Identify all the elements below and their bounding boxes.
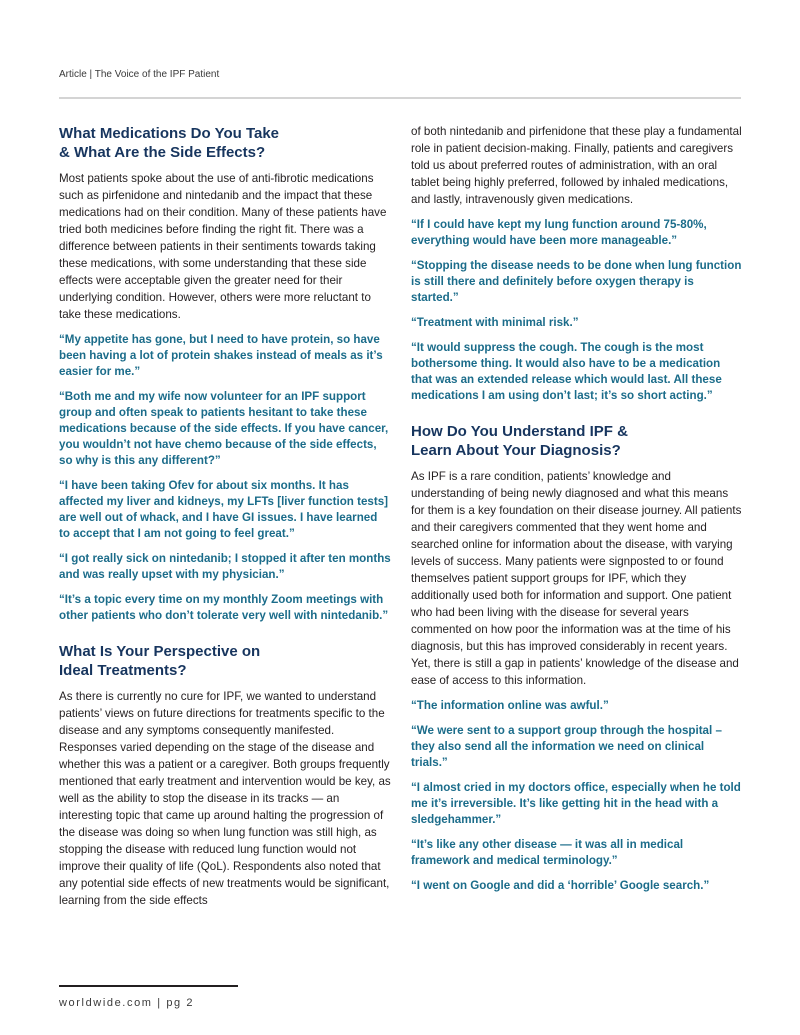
patient-quote: “My appetite has gone, but I need to have protein, so have been having a lot of protein shakes instead of meals as it’s easier for me.” bbox=[59, 333, 383, 378]
page-footer: worldwide.com | pg 2 bbox=[59, 997, 195, 1009]
patient-quote: “We were sent to a support group through the hospital – they also send all the information we need on clinical trials.” bbox=[411, 724, 722, 769]
header-divider bbox=[59, 97, 741, 99]
section-heading-medications bbox=[59, 124, 391, 162]
heading-line: Ideal Treatments? bbox=[59, 662, 187, 679]
patient-quote: “If I could have kept my lung function around 75-80%, everything would have been more manageable.” bbox=[411, 218, 707, 247]
body-paragraph: As there is currently no cure for IPF, we wanted to understand patients’ views on future directions for treatments specific to the disease and any symptoms consequently manifested. Responses varied depending on the stage of the disease and whether this was a patient or a caregiver. Both groups frequently mentioned that early treatment and intervention would be key, as well as the ability to stop the disease in its tracks — an interesting topic that came up around halting the progression of the disease was doing so when lung function was still high, as stopping the disease with reduced lung function would not improve their quality of life (QoL). Respondents also noted that any potential side effects of new treatments would be significant, learning from the side effects bbox=[59, 690, 391, 907]
heading-line: What Is Your Perspective on bbox=[59, 643, 261, 660]
body-paragraph: As IPF is a rare condition, patients’ knowledge and understanding of being newly diagnosed and what this means for them is a key foundation on their disease journey. All patients and their caregivers commented that they went home and searched online for information about the disease, with varying levels of success. Many patients were signposted to or found themselves patient support groups for IPF, which they additionally used both for information and support. One patient who had been living with the disease for several years commented on how poor the information was at the time of his diagnosis, but this has improved considerably in recent years. Yet, there is still a gap in patients’ knowledge of the disease and ease of access to this information. bbox=[411, 470, 742, 687]
section-heading-understand-ipf bbox=[411, 422, 743, 460]
patient-quote: “I got really sick on nintedanib; I stopped it after ten months and was really upset with my physician.” bbox=[59, 552, 391, 581]
patient-quote: “The information online was awful.” bbox=[411, 699, 609, 712]
patient-quote: “Both me and my wife now volunteer for an IPF support group and often speak to patients hesitant to take these medications because of the side effects. If you have cancer, you wouldn’t not have chemo because of the side effects, so why is this any different?” bbox=[59, 390, 389, 467]
patient-quote: “It’s a topic every time on my monthly Zoom meetings with other patients who don’t tolerate very well with nintedanib.” bbox=[59, 593, 389, 622]
page-header: Article | The Voice of the IPF Patient bbox=[59, 69, 220, 80]
patient-quote: “It’s like any other disease — it was all in medical framework and medical terminology.” bbox=[411, 838, 684, 867]
patient-quote: “It would suppress the cough. The cough is the most bothersome thing. It would also have to be a medication that was an extended release which would last. All these medications I am using don’t last; it’s so short acting.” bbox=[411, 341, 722, 402]
footer-divider bbox=[59, 985, 238, 987]
patient-quote: “I went on Google and did a ‘horrible’ Google search.” bbox=[411, 879, 710, 892]
patient-quote: “Stopping the disease needs to be done when lung function is still there and definitely before oxygen therapy is started.” bbox=[411, 259, 742, 304]
heading-line: & What Are the Side Effects? bbox=[59, 144, 266, 161]
section-heading-treatments bbox=[59, 642, 391, 680]
left-column bbox=[59, 124, 391, 918]
heading-line: Learn About Your Diagnosis? bbox=[411, 442, 621, 459]
heading-line: What Medications Do You Take bbox=[59, 125, 280, 142]
patient-quote: “Treatment with minimal risk.” bbox=[411, 316, 579, 329]
patient-quote: “I almost cried in my doctors office, especially when he told me it’s irreversible. It’s like getting hit in the head with a sledgehammer.” bbox=[411, 781, 741, 826]
body-paragraph-continued: of both nintedanib and pirfenidone that these play a fundamental role in patient decision-making. Finally, patients and caregivers told us about preferred routes of administration, with an oral tablet being highly preferred, followed by inhaled medications, and lastly, intravenously given medications. bbox=[411, 125, 742, 206]
patient-quote: “I have been taking Ofev for about six months. It has affected my liver and kidneys, my LFTs [liver function tests] are well out of whack, and I have GI issues. I have learned to accept that I am not going to feel great.” bbox=[59, 479, 389, 540]
heading-line: How Do You Understand IPF & bbox=[411, 423, 628, 440]
right-column bbox=[411, 123, 743, 903]
body-paragraph: Most patients spoke about the use of anti-fibrotic medications such as pirfenidone and nintedanib and the impact that these medications had on their condition. Many of these patients have tried both medicines before finding the right fit. There was a difference between patients in their sentiments towards taking these medications, with some understanding that these side effects were acceptable given the greater need for their underlying condition. However, others were more reluctant to take these medications. bbox=[59, 172, 387, 321]
